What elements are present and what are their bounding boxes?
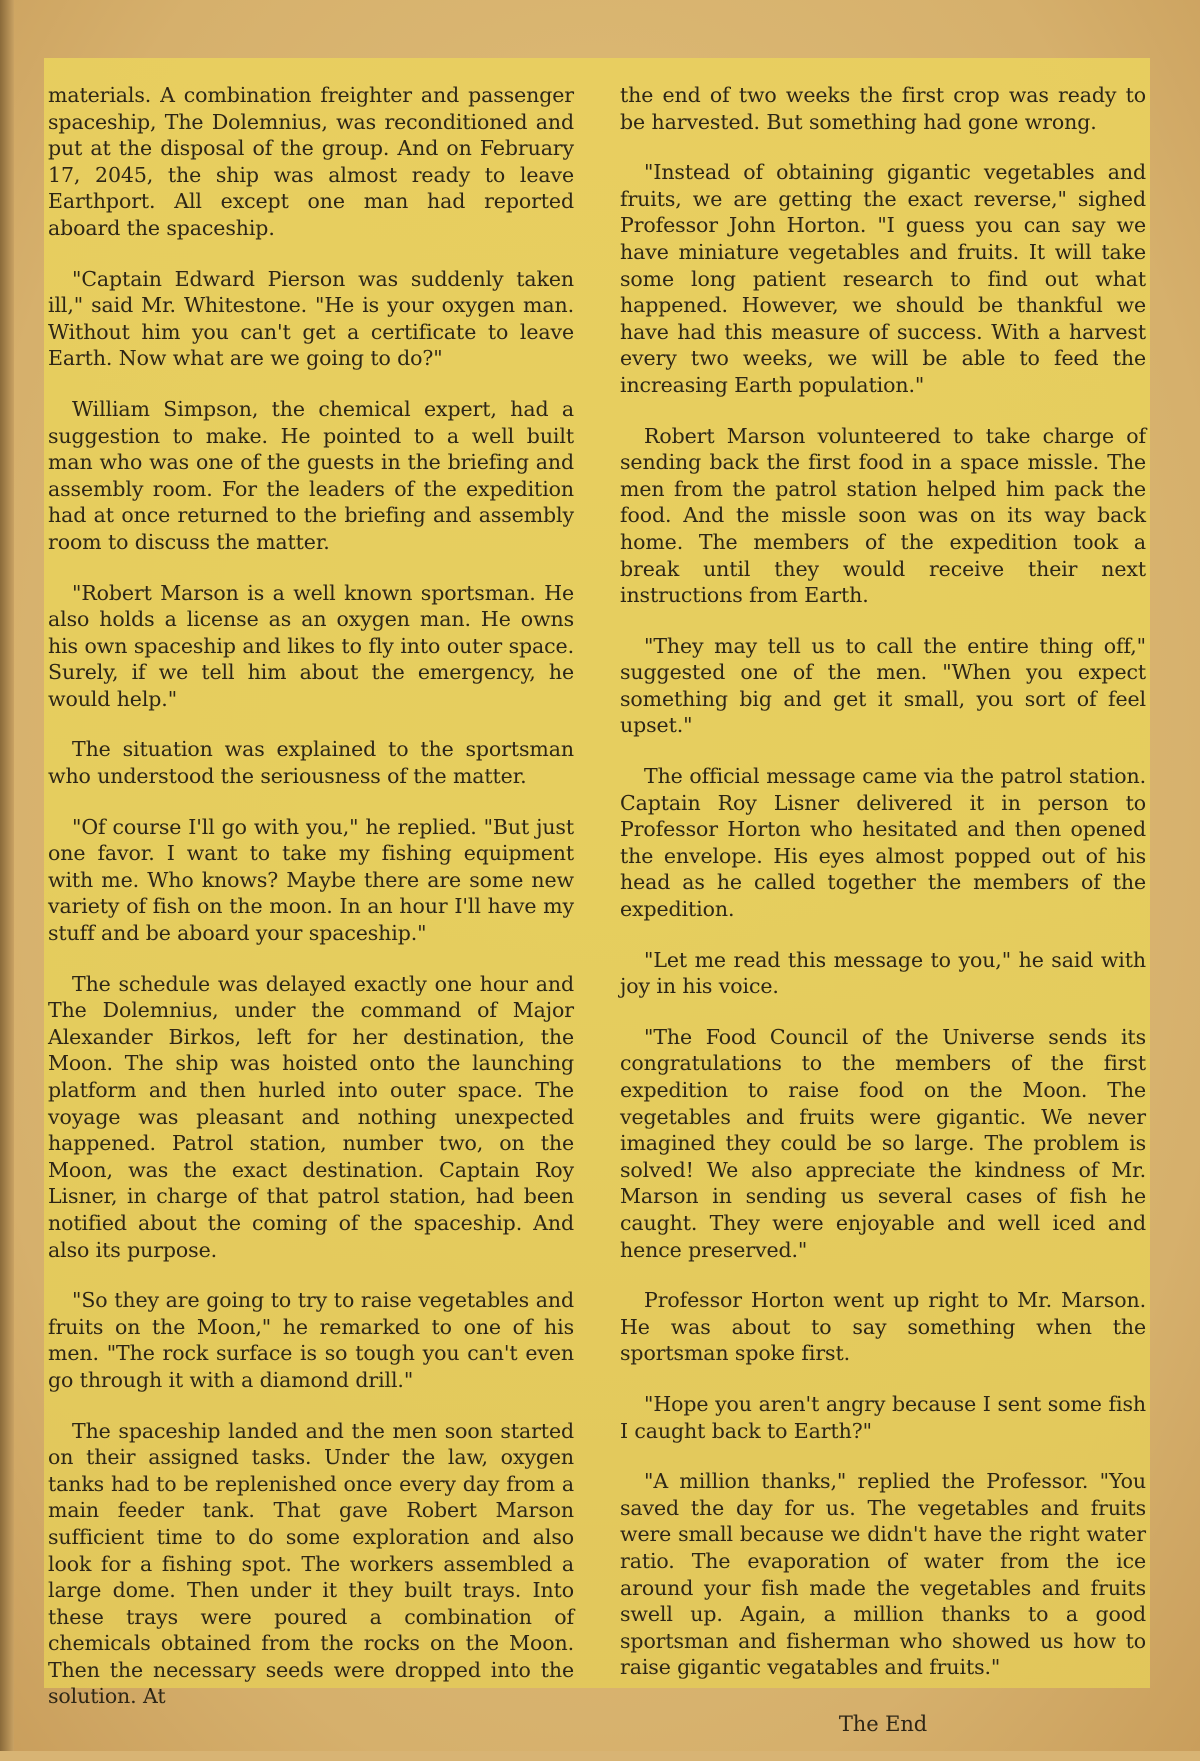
paragraph: "A million thanks," replied the Professor. "You saved the day for us. The vegetables and fruits were small because we didn't have the right water ratio. The evaporation of water from the ice around your fish made the vegetables and fruits swell up. Again, a million thanks to a good sportsman and fisherman who showed us how to raise gigantic vegatables and fruits." (620, 1469, 1146, 1680)
paragraph: "Instead of obtaining gigantic vegetables and fruits, we are getting the exact reverse," sighed Professor John Horton. "I guess you can say we have miniature vegetables and fruits. It will take some long patient research to find out what happened. However, we should be thankful we have had this measure of success. With a harvest every two weeks, we will be able to feed the increasing Earth population." (620, 160, 1146, 397)
right-text-column (620, 82, 1146, 1761)
paragraph: "Captain Edward Pierson was suddenly taken ill," said Mr. Whitestone. "He is your oxygen man. Without him you can't get a certificate to leave Earth. Now what are we going to do?" (48, 266, 574, 371)
left-text-column (48, 82, 574, 1734)
paragraph: "Of course I'll go with you," he replied. "But just one favor. I want to take my fishing equipment with me. Who knows? Maybe there are some new variety of fish on the moon. In an hour I'll have my stuff and be aboard your spaceship." (48, 814, 574, 946)
paragraph: "They may tell us to call the entire thing off," suggested one of the men. "When you expect something big and get it small, you sort of feel upset." (620, 633, 1146, 738)
paragraph: Robert Marson volunteered to take charge of sending back the first food in a space missle. The men from the patrol station helped him pack the food. And the missle soon was on its way back home. The members of the expedition took a break until they would receive their next instructions from Earth. (620, 423, 1146, 608)
paragraph: Professor Horton went up right to Mr. Marson. He was about to say something when the sportsman spoke first. (620, 1288, 1146, 1366)
paragraph: The schedule was delayed exactly one hour and The Dolemnius, under the command of Major Alexander Birkos, left for her destination, the Moon. The ship was hoisted onto the launching platform and then hurled into outer space. The voyage was pleasant and nothing unexpected happened. Patrol station, number two, on the Moon, was the exact destination. Captain Roy Lisner, in charge of that patrol station, had been notified about the coming of the spaceship. And also its purpose. (48, 971, 574, 1262)
paragraph: William Simpson, the chemical expert, had a suggestion to make. He pointed to a well built man who was one of the guests in the briefing and assembly room. For the leaders of the expedition had at once returned to the briefing and assembly room to discuss the matter. (48, 396, 574, 554)
paragraph: "Hope you aren't angry because I sent some fish I caught back to Earth?" (620, 1391, 1146, 1443)
paragraph: The spaceship landed and the men soon started on their assigned tasks. Under the law, oxygen tanks had to be replenished once every day from a main feeder tank. That gave Robert Marson sufficient time to do some exploration and also look for a fishing spot. The workers assembled a large dome. Then under it they built trays. Into these trays were poured a combination of chemicals obtained from the rocks on the Moon. Then the necessary seeds were dropped into the solution. At (48, 1418, 574, 1709)
paragraph: The situation was explained to the sportsman who understood the seriousness of the matter. (48, 737, 574, 789)
paragraph: "The Food Council of the Universe sends its congratulations to the members of the first expedition to raise food on the Moon. The vegetables and fruits were gigantic. We never imagined they could be so large. The problem is solved! We also appreciate the kindness of Mr. Marson in sending us several cases of fish he caught. They were enjoyable and well iced and hence preserved." (620, 1024, 1146, 1262)
paragraph: The official message came via the patrol station. Captain Roy Lisner delivered it in person to Professor Horton who hesitated and then opened the envelope. His eyes almost popped out of his head as he called together the members of the expedition. (620, 764, 1146, 922)
page-spine (0, 0, 14, 1751)
paragraph: "Robert Marson is a well known sportsman. He also holds a license as an oxygen man. He owns his own spaceship and likes to fly into outer space. Surely, if we tell him about the emergency, he would help." (48, 580, 574, 711)
paragraph: "Let me read this message to you," he said with joy in his voice. (620, 947, 1146, 999)
paragraph: materials. A combination freighter and passenger spaceship, The Dolemnius, was reconditioned and put at the disposal of the group. And on February 17, 2045, the ship was almost ready to leave Earthport. All except one man had reported aboard the spaceship. (48, 83, 574, 240)
the-end-label: The End (838, 1711, 928, 1736)
paragraph: the end of two weeks the first crop was ready to be harvested. But something had gone wrong. (620, 83, 1146, 134)
paragraph: "So they are going to try to raise vegetables and fruits on the Moon," he remarked to one of his men. "The rock surface is so tough you can't even go through it with a diamond drill." (48, 1288, 574, 1392)
